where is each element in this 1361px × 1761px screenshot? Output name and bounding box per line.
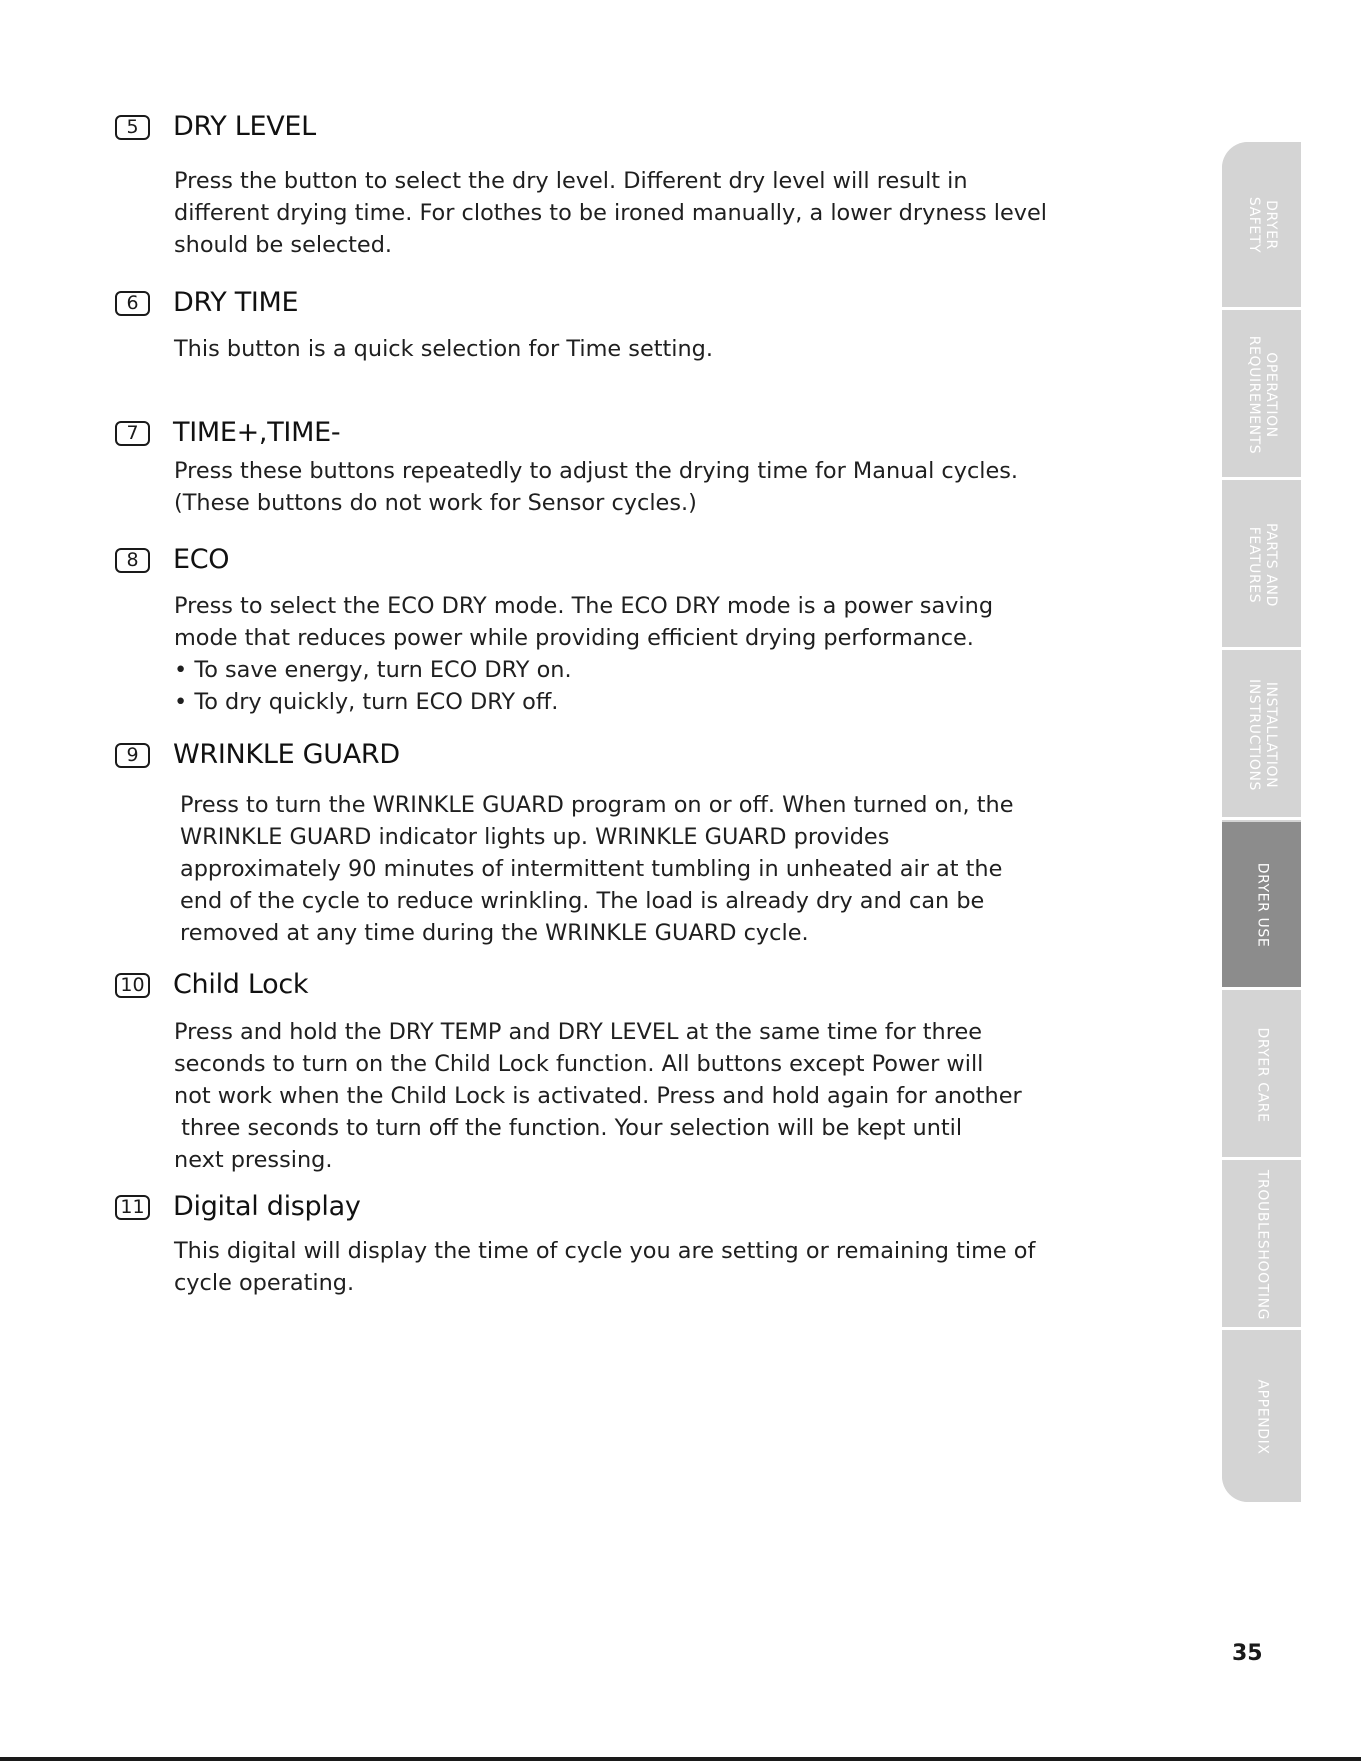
section-body bbox=[180, 789, 1200, 949]
section-body bbox=[174, 455, 1194, 519]
body-line: Press the button to select the dry level. Different dry level will result in bbox=[174, 168, 968, 194]
tab-appendix[interactable] bbox=[1222, 1332, 1301, 1502]
bottom-rule bbox=[0, 1757, 1361, 1761]
tab-label: APPENDIX bbox=[1254, 1379, 1270, 1455]
body-line: Press and hold the DRY TEMP and DRY LEVEL at the same time for three bbox=[174, 1019, 983, 1045]
section-heading: TIME+,TIME- bbox=[173, 417, 341, 448]
tab-dryer-use[interactable] bbox=[1222, 822, 1301, 990]
tab-parts-and-features[interactable] bbox=[1222, 482, 1301, 650]
body-line: seconds to turn on the Child Lock function. All buttons except Power will bbox=[174, 1051, 984, 1077]
section-heading: DRY TIME bbox=[173, 287, 299, 318]
body-line: Press these buttons repeatedly to adjust the drying time for Manual cycles. bbox=[174, 458, 1019, 484]
tab-label: DRYER USE bbox=[1254, 862, 1270, 947]
body-line: should be selected. bbox=[174, 232, 393, 258]
body-line: Press to select the ECO DRY mode. The ECO DRY mode is a power saving bbox=[174, 593, 994, 619]
tab-dryer-safety[interactable] bbox=[1222, 142, 1301, 310]
tab-label: DRYER SAFETY bbox=[1245, 196, 1279, 253]
body-line: different drying time. For clothes to be ironed manually, a lower dryness level bbox=[174, 200, 1047, 226]
section-number-badge: 9 bbox=[115, 743, 150, 768]
section-number-badge: 5 bbox=[115, 115, 150, 140]
body-line: WRINKLE GUARD indicator lights up. WRINKLE GUARD provides bbox=[180, 824, 890, 850]
section-number-badge: 7 bbox=[115, 421, 150, 446]
tab-label: INSTALLATION INSTRUCTIONS bbox=[1245, 678, 1279, 791]
section-number-badge: 10 bbox=[115, 973, 150, 998]
section-body bbox=[174, 1235, 1194, 1299]
body-line: removed at any time during the WRINKLE GUARD cycle. bbox=[180, 920, 809, 946]
section-heading: Digital display bbox=[173, 1191, 361, 1222]
body-line: This button is a quick selection for Time setting. bbox=[174, 336, 714, 362]
bullet-item: • To dry quickly, turn ECO DRY off. bbox=[174, 689, 559, 715]
body-line: mode that reduces power while providing efficient drying performance. bbox=[174, 625, 974, 651]
bullet-item: • To save energy, turn ECO DRY on. bbox=[174, 657, 572, 683]
section-number-badge: 11 bbox=[115, 1195, 150, 1220]
tab-label: DRYER CARE bbox=[1254, 1026, 1270, 1123]
body-line: end of the cycle to reduce wrinkling. The load is already dry and can be bbox=[180, 888, 985, 914]
section-body bbox=[174, 165, 1194, 261]
section-heading: DRY LEVEL bbox=[173, 111, 316, 142]
body-line: (These buttons do not work for Sensor cycles.) bbox=[174, 490, 697, 516]
tab-label: OPERATION REQUIREMENTS bbox=[1245, 335, 1279, 454]
body-line: three seconds to turn off the function. Your selection will be kept until bbox=[174, 1115, 963, 1141]
section-body bbox=[174, 1016, 1194, 1176]
tab-label: PARTS AND FEATURES bbox=[1245, 522, 1279, 607]
section-heading: ECO bbox=[173, 544, 230, 575]
body-line: This digital will display the time of cycle you are setting or remaining time of bbox=[174, 1238, 1036, 1264]
page-number: 35 bbox=[1232, 1641, 1263, 1666]
tab-label: TROUBLESHOOTING bbox=[1254, 1169, 1270, 1320]
section-body bbox=[174, 333, 1194, 365]
body-line: not work when the Child Lock is activated. Press and hold again for another bbox=[174, 1083, 1022, 1109]
section-number-badge: 8 bbox=[115, 548, 150, 573]
body-line: approximately 90 minutes of intermittent tumbling in unheated air at the bbox=[180, 856, 1003, 882]
body-line: next pressing. bbox=[174, 1147, 333, 1173]
body-line: cycle operating. bbox=[174, 1270, 355, 1296]
tab-installation-instructions[interactable] bbox=[1222, 652, 1301, 820]
chapter-tabs bbox=[1222, 142, 1301, 1502]
section-number-badge: 6 bbox=[115, 291, 150, 316]
tab-troubleshooting[interactable] bbox=[1222, 1162, 1301, 1330]
tab-dryer-care[interactable] bbox=[1222, 992, 1301, 1160]
section-heading: Child Lock bbox=[173, 969, 309, 1000]
tab-operation-requirements[interactable] bbox=[1222, 312, 1301, 480]
section-heading: WRINKLE GUARD bbox=[173, 739, 400, 770]
body-line: Press to turn the WRINKLE GUARD program on or off. When turned on, the bbox=[180, 792, 1014, 818]
section-body bbox=[174, 590, 1194, 718]
